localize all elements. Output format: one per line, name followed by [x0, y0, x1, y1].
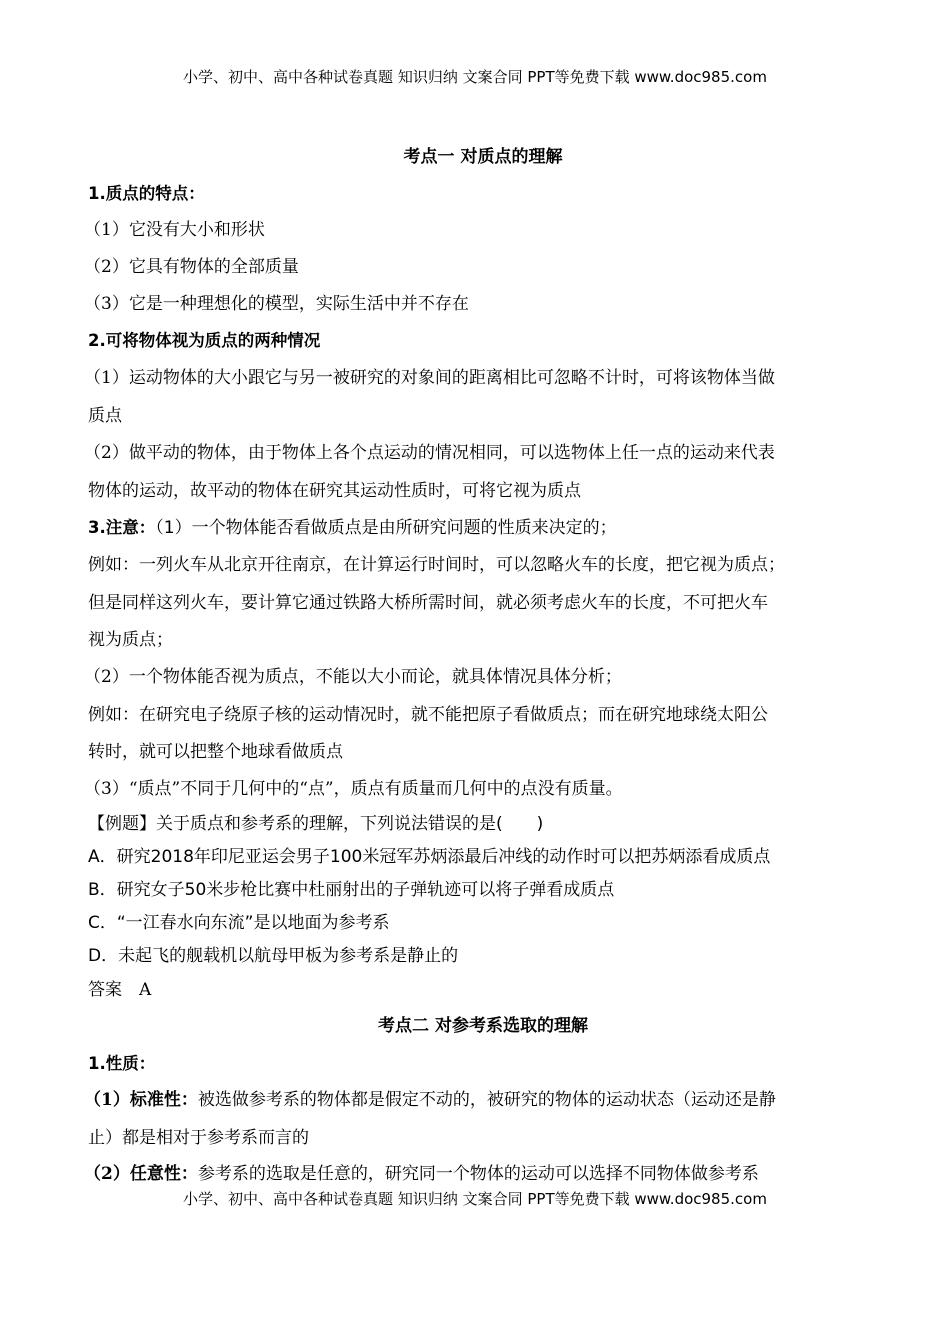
paragraph: 例如：在研究电子绕原子核的运动情况时，就不能把原子看做质点；而在研究地球绕太阳公 — [88, 705, 768, 725]
term-text: 被选做参考系的物体都是假定不动的，被研究的物体的运动状态（运动还是静 — [197, 1090, 776, 1110]
example-option-b: B．研究女子50米步枪比赛中杜丽射出的子弹轨迹可以将子弹看成质点 — [88, 880, 615, 900]
section1-heading-1: 1.质点的特点： — [88, 184, 205, 203]
paragraph: 转时，就可以把整个地球看做质点 — [88, 742, 343, 762]
paragraph: 例如：一列火车从北京开往南京，在计算运行时间时，可以忽略火车的长度，把它视为质点； — [88, 555, 785, 575]
paragraph: （3）“质点”不同于几何中的“点”，质点有质量而几何中的点没有质量。 — [84, 779, 623, 799]
term-text: 参考系的选取是任意的，研究同一个物体的运动可以选择不同物体做参考系 — [197, 1164, 759, 1184]
term-label: （2）任意性： — [84, 1164, 198, 1184]
page-header: 小学、初中、高中各种试卷真题 知识归纳 文案合同 PPT等免费下载 www.doc985.com — [183, 68, 767, 86]
paragraph: （2）做平动的物体，由于物体上各个点运动的情况相同，可以选物体上任一点的运动来代表 — [84, 443, 775, 463]
section1-heading-3 — [88, 516, 878, 540]
section2-title: 考点二 对参考系选取的理解 — [378, 1016, 588, 1036]
section2-heading-1: 1.性质： — [88, 1054, 156, 1073]
paragraph: （2）一个物体能否视为质点，不能以大小而论，就具体情况具体分析； — [84, 667, 622, 687]
section1-title: 考点一 对质点的理解 — [403, 147, 563, 167]
note-text: （1）一个物体能否看做质点是由所研究问题的性质来决定的； — [155, 518, 617, 538]
paragraph — [84, 1162, 874, 1186]
paragraph — [84, 1088, 874, 1112]
page-footer: 小学、初中、高中各种试卷真题 知识归纳 文案合同 PPT等免费下载 www.doc985.com — [183, 1190, 767, 1208]
paragraph: 止）都是相对于参考系而言的 — [88, 1128, 309, 1148]
paragraph: （1）它没有大小和形状 — [84, 220, 265, 240]
section1-heading-2: 2.可将物体视为质点的两种情况 — [88, 331, 321, 350]
paragraph: （3）它是一种理想化的模型，实际生活中并不存在 — [84, 294, 469, 314]
example-option-a: A．研究2018年印尼亚运会男子100米冠军苏炳添最后冲线的动作时可以把苏炳添看成质点 — [88, 847, 771, 867]
paragraph: （1）运动物体的大小跟它与另一被研究的对象间的距离相比可忽略不计时，可将该物体当做 — [84, 368, 775, 388]
example-option-d: D．未起飞的舰载机以航母甲板为参考系是静止的 — [88, 946, 459, 966]
paragraph: 视为质点； — [88, 630, 173, 650]
paragraph: （2）它具有物体的全部质量 — [84, 257, 299, 277]
paragraph: 但是同样这列火车，要计算它通过铁路大桥所需时间，就必须考虑火车的长度，不可把火车 — [88, 593, 768, 613]
term-label: （1）标准性： — [84, 1090, 198, 1110]
example-question: 【例题】关于质点和参考系的理解，下列说法错误的是( ) — [88, 814, 544, 834]
example-option-c: C．“一江春水向东流”是以地面为参考系 — [88, 913, 390, 933]
example-answer: 答案 A — [88, 980, 152, 1000]
note-label: 3.注意： — [88, 518, 156, 537]
paragraph: 物体的运动，故平动的物体在研究其运动性质时，可将它视为质点 — [88, 481, 581, 501]
paragraph: 质点 — [88, 406, 122, 426]
